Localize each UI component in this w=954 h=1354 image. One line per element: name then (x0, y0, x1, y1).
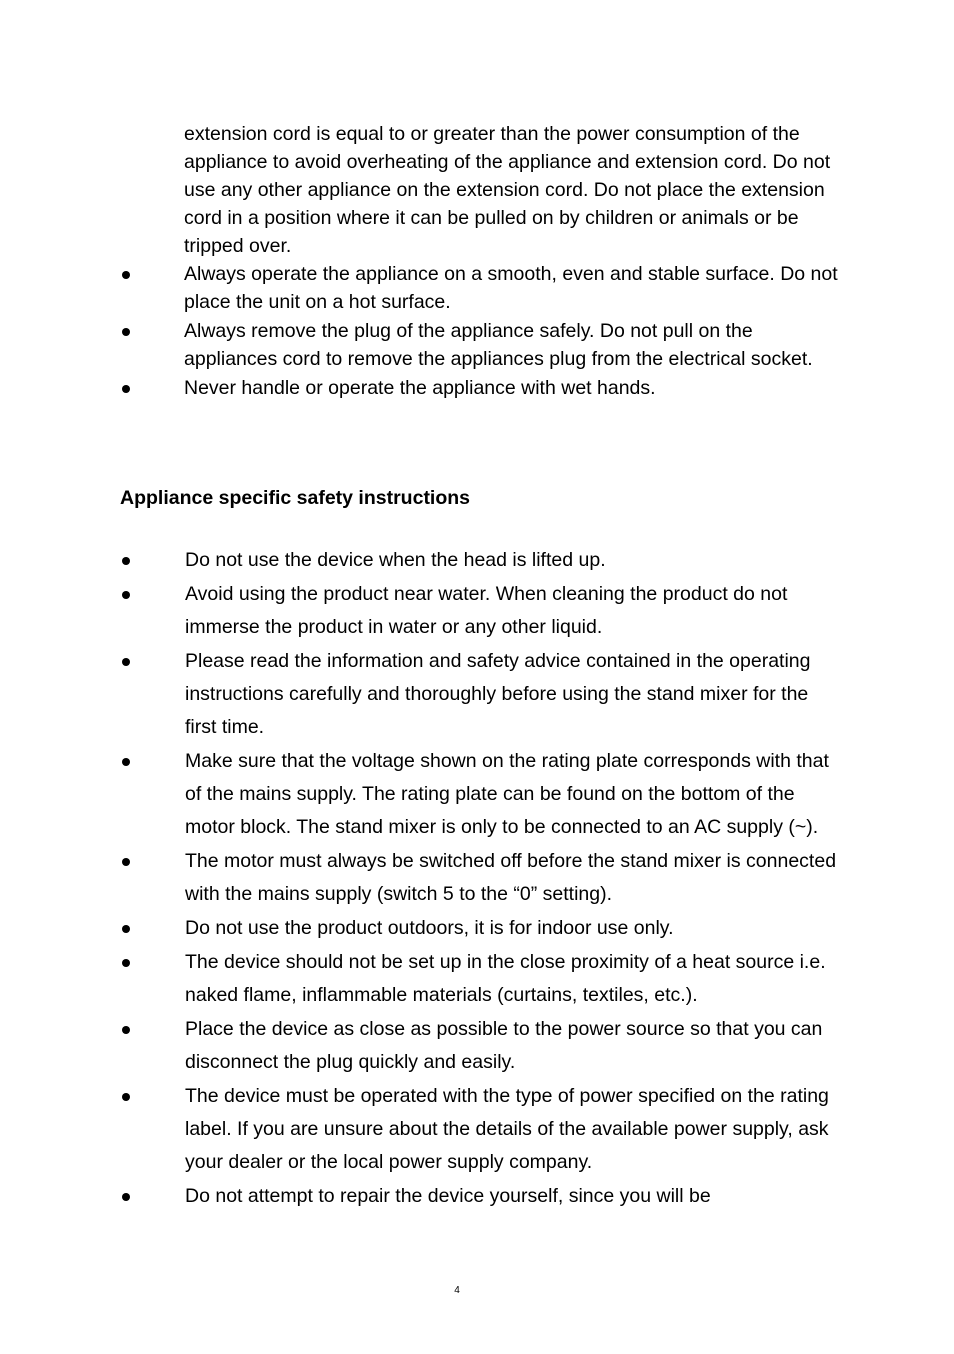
bullet-icon (120, 260, 132, 288)
list-item-text: Do not attempt to repair the device yourself, since you will be (185, 1185, 711, 1208)
list-item-text: The device must be operated with the type of power specified on the rating label. If you are unsure about the details of the available power supply, ask your dealer or the local power supply company. (185, 1085, 829, 1174)
list-item-text: Avoid using the product near water. When cleaning the product do not immerse the product in water or any other liquid. (185, 582, 788, 638)
list-item (0, 1013, 845, 1079)
bullet-icon (120, 317, 132, 345)
list-item-text: Place the device as close as possible to the power source so that you can disconnect the plug quickly and easily. (185, 1018, 823, 1074)
bullet-icon (120, 912, 132, 945)
list-item (0, 544, 845, 577)
list-item (0, 317, 844, 373)
list-item-text: Always remove the plug of the appliance safely. Do not pull on the appliances cord to remove the appliances plug from the electrical socket. (184, 320, 813, 370)
bullet-icon (120, 645, 132, 678)
list-item (0, 260, 844, 316)
bullet-icon (120, 1080, 132, 1113)
list-item-text: Make sure that the voltage shown on the rating plate corresponds with that of the mains supply. The rating plate can be found on the bottom of the motor block. The stand mixer is only to be connected to an AC supply (~). (185, 750, 829, 839)
list-item-text: Always operate the appliance on a smooth, even and stable surface. Do not place the unit on a hot surface. (184, 263, 838, 313)
list-item (0, 912, 845, 945)
list-item (0, 374, 844, 402)
list-item-text: Do not use the product outdoors, it is for indoor use only. (185, 917, 674, 940)
list-item-text: The device should not be set up in the close proximity of a heat source i.e. naked flame, inflammable materials (curtains, textiles, etc.). (185, 951, 826, 1007)
list-item (0, 1080, 845, 1180)
list-item (0, 645, 845, 745)
list-item-text: Never handle or operate the appliance with wet hands. (184, 377, 656, 399)
list-item (0, 578, 845, 644)
list-item (0, 745, 845, 845)
section-heading: Appliance specific safety instructions (120, 487, 471, 509)
bullet-icon (120, 946, 132, 979)
list-item (0, 946, 845, 1012)
list-item-text: Do not use the device when the head is lifted up. (185, 549, 606, 571)
list-item (0, 1180, 845, 1213)
general-safety-list (0, 260, 954, 403)
list-item-text: Please read the information and safety advice contained in the operating instructions carefully and thoroughly before using the stand mixer for the first time. (185, 649, 811, 739)
bullet-icon (120, 1013, 132, 1046)
continuation-paragraph: extension cord is equal to or greater than the power consumption of the appliance to avoid overheating of the appliance and extension cord. Do not use any other appliance on the extension cord. Do not place the extension cord in a position where it can be pulled on by children or animals or be tripped over. (184, 123, 831, 257)
bullet-icon (120, 578, 132, 611)
bullet-icon (120, 845, 132, 878)
bullet-icon (120, 1180, 132, 1213)
bullet-icon (120, 544, 132, 577)
list-item (0, 845, 845, 911)
specific-safety-list (0, 544, 954, 1214)
bullet-icon (120, 745, 132, 778)
list-item-text: The motor must always be switched off before the stand mixer is connected with the mains supply (switch 5 to the “0” setting). (185, 850, 837, 906)
bullet-icon (120, 374, 132, 402)
page-number: 4 (454, 1285, 460, 1296)
